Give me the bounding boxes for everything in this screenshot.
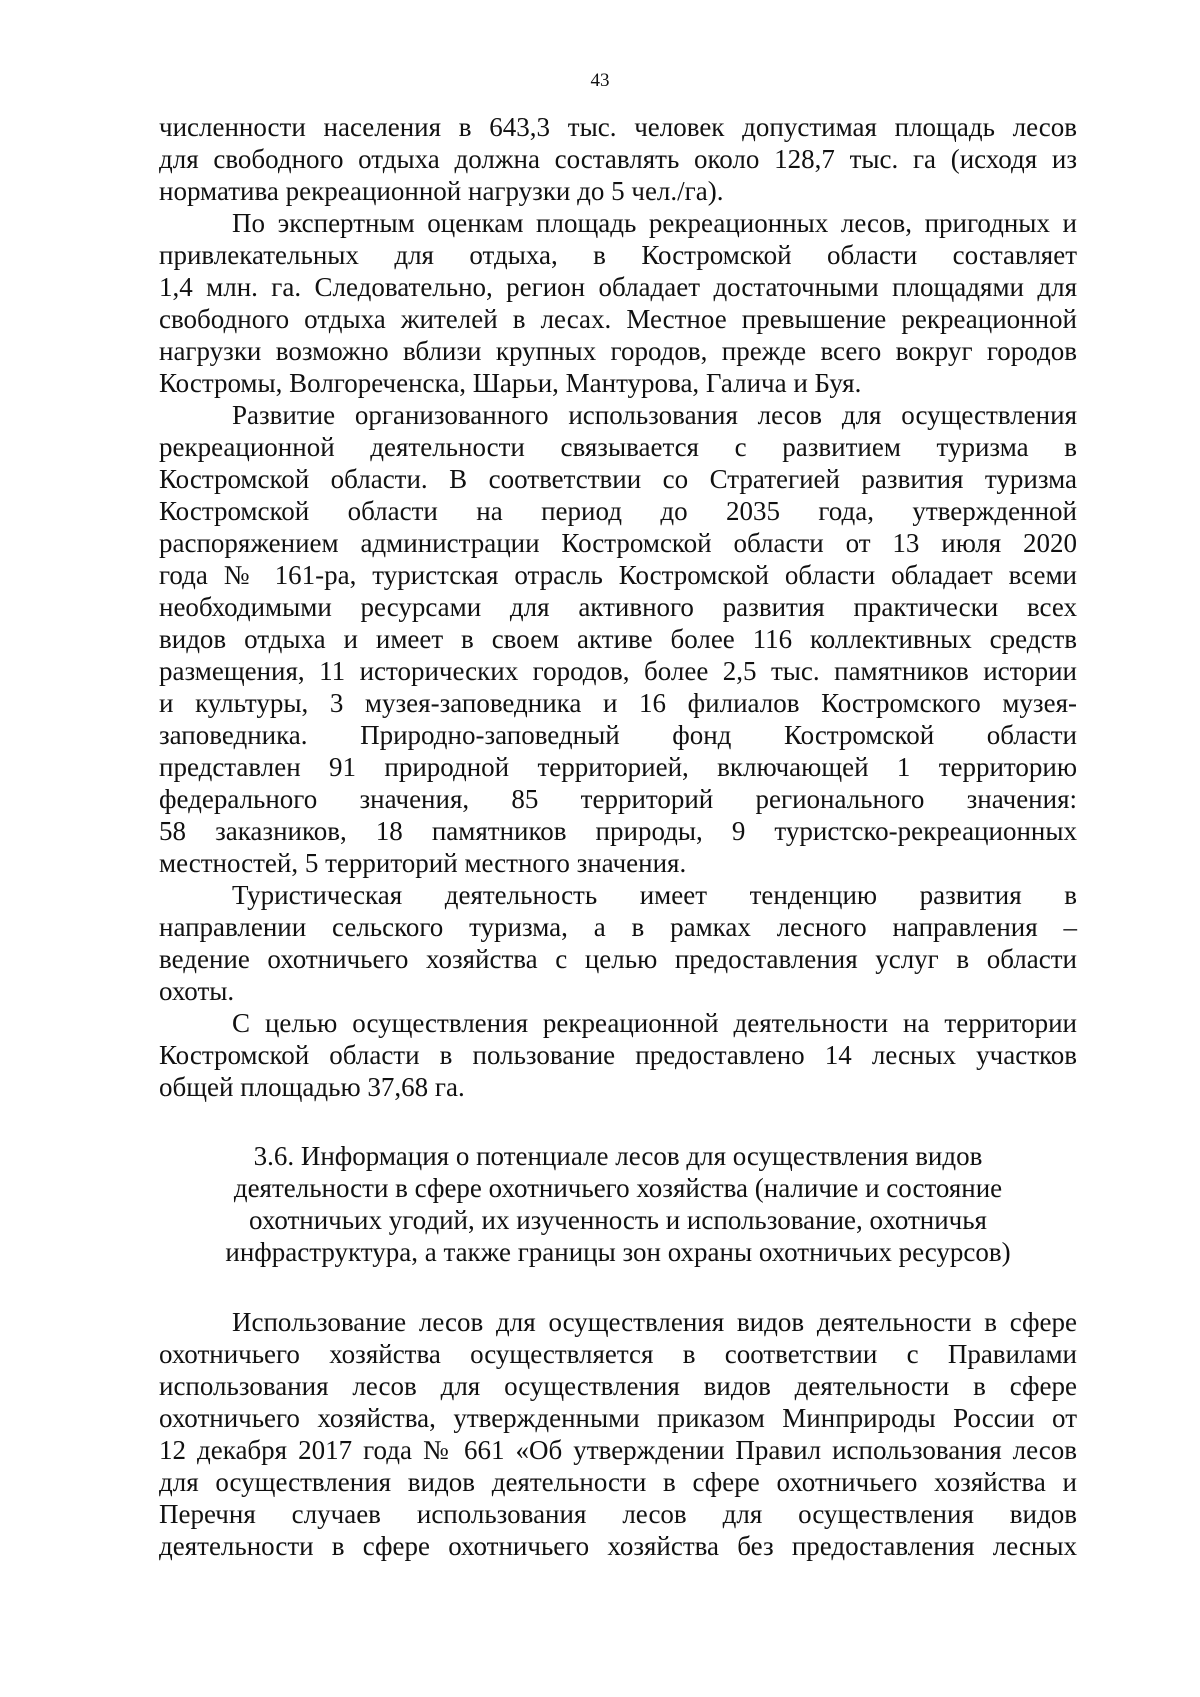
text-line: общей площадью 37,68 га. [159, 1072, 465, 1102]
text-line: деятельности в сфере охотничьего хозяйства без предоставления лесных [159, 1531, 1077, 1561]
text-line: свободного отдыха жителей в лесах. Местное превышение рекреационной [159, 304, 1077, 334]
text-line: направлении сельского туризма, а в рамках лесного направления – [159, 912, 1077, 942]
text-line: Туристическая деятельность имеет тенденцию развития в [232, 880, 1077, 910]
text-line: ведение охотничьего хозяйства с целью предоставления услуг в области [159, 944, 1077, 974]
text-line: заповедника. Природно-заповедный фонд Костромской области [159, 720, 1077, 750]
heading-line: 3.6. Информация о потенциале лесов для осуществления видов [253, 1141, 983, 1171]
text-line: и культуры, 3 музея-заповедника и 16 филиалов Костромского музея- [159, 688, 1077, 718]
text-line: Костромской области. В соответствии со Стратегией развития туризма [159, 464, 1077, 494]
text-line: федерального значения, 85 территорий регионального значения: [159, 784, 1077, 814]
text-line: численности населения в 643,3 тыс. человек допустимая площадь лесов [159, 112, 1077, 142]
text-line: Использование лесов для осуществления видов деятельности в сфере [232, 1307, 1077, 1337]
text-line: норматива рекреационной нагрузки до 5 чел./га). [159, 176, 724, 206]
heading-line: охотничьих угодий, их изученность и использование, охотничья [249, 1205, 987, 1235]
text-line: Развитие организованного использования лесов для осуществления [232, 400, 1077, 430]
text-line: 1,4 млн. га. Следовательно, регион обладает достаточными площадями для [159, 272, 1077, 302]
text-line: нагрузки возможно вблизи крупных городов, прежде всего вокруг городов [159, 336, 1077, 366]
heading-line: деятельности в сфере охотничьего хозяйства (наличие и состояние [233, 1173, 1003, 1203]
text-line: представлен 91 природной территорией, включающей 1 территорию [159, 752, 1077, 782]
text-line: привлекательных для отдыха, в Костромской области составляет [159, 240, 1077, 270]
text-line: По экспертным оценкам площадь рекреационных лесов, пригодных и [232, 208, 1077, 238]
text-line: Костромской области на период до 2035 года, утвержденной [159, 496, 1077, 526]
text-line: охотничьего хозяйства, утвержденными приказом Минприроды России от [159, 1403, 1077, 1433]
text-line: охотничьего хозяйства осуществляется в соответствии с Правилами [159, 1339, 1077, 1369]
text-line: Перечня случаев использования лесов для осуществления видов [159, 1499, 1077, 1529]
text-line: для осуществления видов деятельности в сфере охотничьего хозяйства и [159, 1467, 1077, 1497]
text-line: для свободного отдыха должна составлять около 128,7 тыс. га (исходя из [159, 144, 1077, 174]
text-line: С целью осуществления рекреационной деятельности на территории [232, 1008, 1077, 1038]
text-line: охоты. [159, 976, 235, 1006]
text-line: Костромской области в пользование предоставлено 14 лесных участков [159, 1040, 1077, 1070]
heading-line: инфраструктура, а также границы зон охраны охотничьих ресурсов) [225, 1237, 1011, 1267]
text-line: необходимыми ресурсами для активного развития практически всех [159, 592, 1077, 622]
text-line: использования лесов для осуществления видов деятельности в сфере [159, 1371, 1077, 1401]
text-line: года № 161-ра, туристская отрасль Костромской области обладает всеми [159, 560, 1077, 590]
text-line: Костромы, Волгореченска, Шарьи, Мантурова, Галича и Буя. [159, 368, 862, 398]
text-line: распоряжением администрации Костромской области от 13 июля 2020 [159, 528, 1077, 558]
text-line: 58 заказников, 18 памятников природы, 9 туристско-рекреационных [159, 816, 1077, 846]
text-line: 12 декабря 2017 года № 661 «Об утверждении Правил использования лесов [159, 1435, 1077, 1465]
text-line: рекреационной деятельности связывается с развитием туризма в [159, 432, 1077, 462]
page-number: 43 [590, 70, 610, 91]
text-line: размещения, 11 исторических городов, более 2,5 тыс. памятников истории [159, 656, 1077, 686]
text-line: видов отдыха и имеет в своем активе более 116 коллективных средств [159, 624, 1077, 654]
text-line: местностей, 5 территорий местного значения. [159, 848, 687, 878]
